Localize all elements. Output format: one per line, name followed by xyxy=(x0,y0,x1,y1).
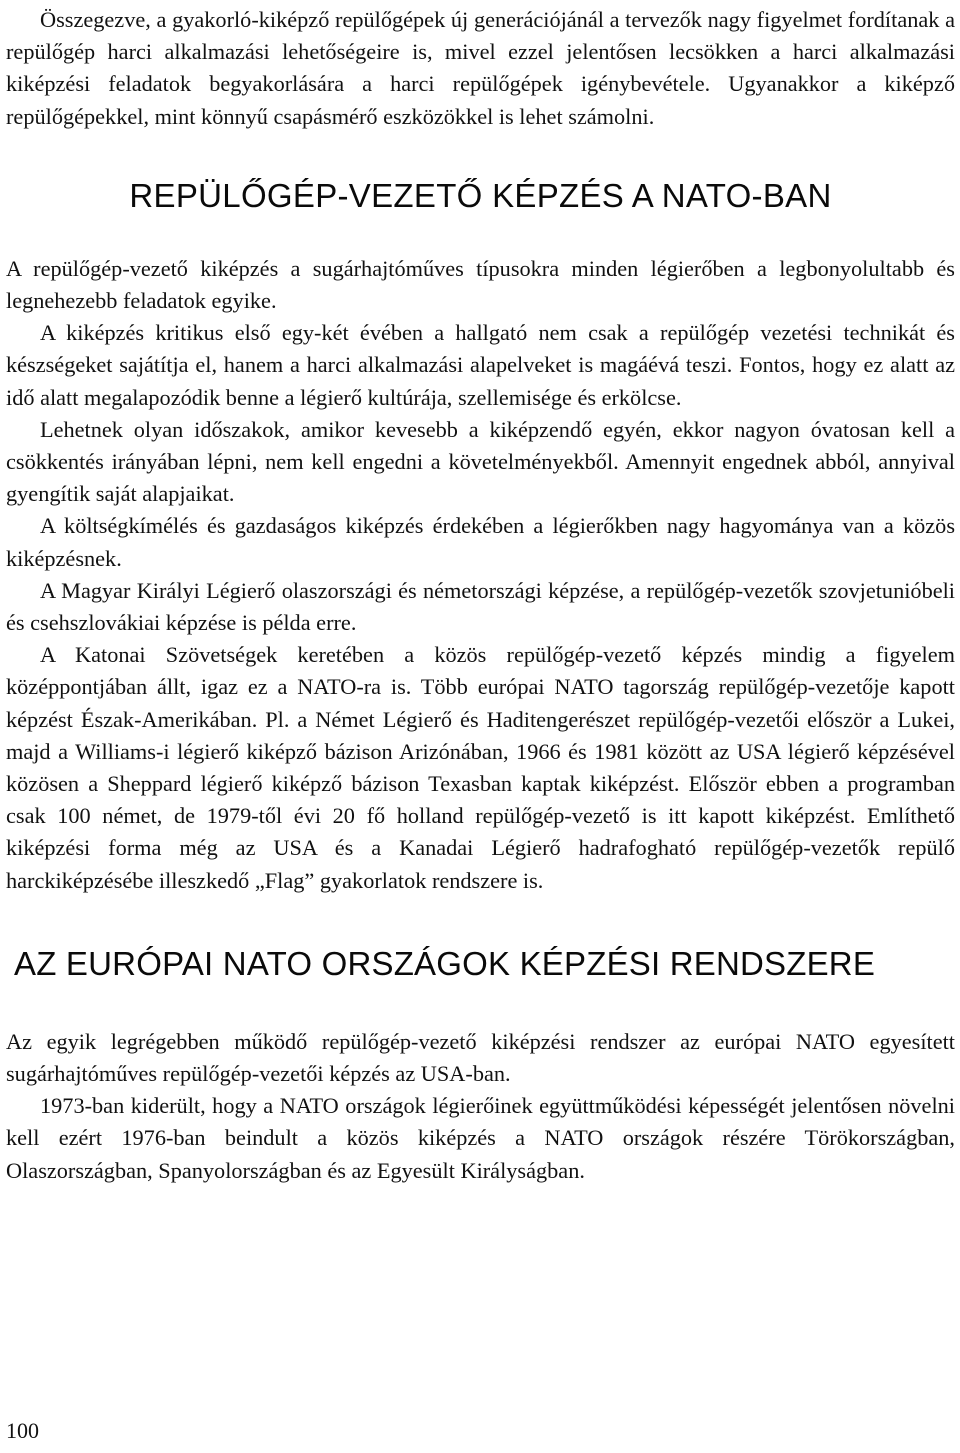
section1-paragraph-2: A kiképzés kritikus első egy-két évében a hallgató nem csak a repülőgép vezetési technikát és készségeket sajátítja el, hanem a harci alkalmazási alapelveket is magáévá teszi. Fontos, hogy ez alatt az idő alatt megalapozódik benne a légierő kultúrája, szellemisége és erkölcse. xyxy=(6,320,955,410)
section2-paragraph-2: 1973-ban kiderült, hogy a NATO országok légierőinek együttműködési képességét jelentősen növelni kell ezért 1976-ban beindult a közös kiképzés a NATO országok részére Törökországban, Olaszországban, Spanyolországban és az Egyesült Királyságban. xyxy=(6,1093,955,1183)
section1-paragraph-4: A költségkímélés és gazdaságos kiképzés érdekében a légierőkben nagy hagyománya van a közös kiképzésnek. xyxy=(6,513,955,571)
page-number: 100 xyxy=(6,1418,39,1443)
document-page xyxy=(6,4,955,1187)
section1-paragraph-3: Lehetnek olyan időszakok, amikor kevesebb a kiképzendő egyén, ekkor nagyon óvatosan kell a csökkentés irányában lépni, nem kell engedni a követelményekből. Amennyit engednek abból, annyival gyengítik saját alapjaikat. xyxy=(6,416,955,507)
section2-paragraph-1: Az egyik legrégebben működő repülőgép-vezető kiképzési rendszer az európai NATO egyesített sugárhajtóműves repülőgép-vezetői képzés az USA-ban. xyxy=(6,1028,955,1087)
section-heading-european-nato-training-system: AZ EURÓPAI NATO ORSZÁGOK KÉPZÉSI RENDSZERE xyxy=(14,944,876,982)
section-heading-nato-pilot-training: REPÜLŐGÉP-VEZETŐ KÉPZÉS A NATO-BAN xyxy=(129,176,832,214)
section1-paragraph-1: A repülőgép-vezető kiképzés a sugárhajtóműves típusokra minden légierőben a legbonyolultabb és legnehezebb feladatok egyike. xyxy=(6,255,955,314)
section1-paragraph-5: A Magyar Királyi Légierő olaszországi és németországi képzése, a repülőgép-vezetők szovjetunióbeli és csehszlovákiai képzése is példa erre. xyxy=(6,577,955,636)
section1-paragraph-6: A Katonai Szövetségek keretében a közös repülőgép-vezető képzés mindig a figyelem középpontjában állt, igaz ez a NATO-ra is. Több európai NATO tagország repülőgép-vezetője kapott képzést Észak-Amerikában. Pl. a Német Légierő és Haditengerészet repülőgép-vezetői először a Lukei, majd a Williams-i légierő kiképző bázison Arizónában, 1966 és 1981 között az USA légierő képzésével közösen a Sheppard légierő kiképző bázison Texasban kaptak kiképzést. Először ebben a programban csak 100 német, de 1979-től évi 20 fő holland repülőgép-vezető is itt kapott kiképzést. Említhető kiképzési forma még az USA és a Kanadai Légierő hadrafogható repülőgép-vezetők repülő harckiképzésébe illeszkedő „Flag” gyakorlatok rendszere is. xyxy=(6,642,955,893)
intro-paragraph: Összegezve, a gyakorló-kiképző repülőgépek új generációjánál a tervezők nagy figyelmet fordítanak a repülőgép harci alkalmazási lehetőségeire is, mivel ezzel jelentősen lecsökken a harci alkalmazási kiképzési feladatok begyakorlására a harci repülőgépek igénybevétele. Ugyanakkor a kiképző repülőgépekkel, mint könnyű csapásmérő eszközökkel is lehet számolni. xyxy=(6,7,955,129)
